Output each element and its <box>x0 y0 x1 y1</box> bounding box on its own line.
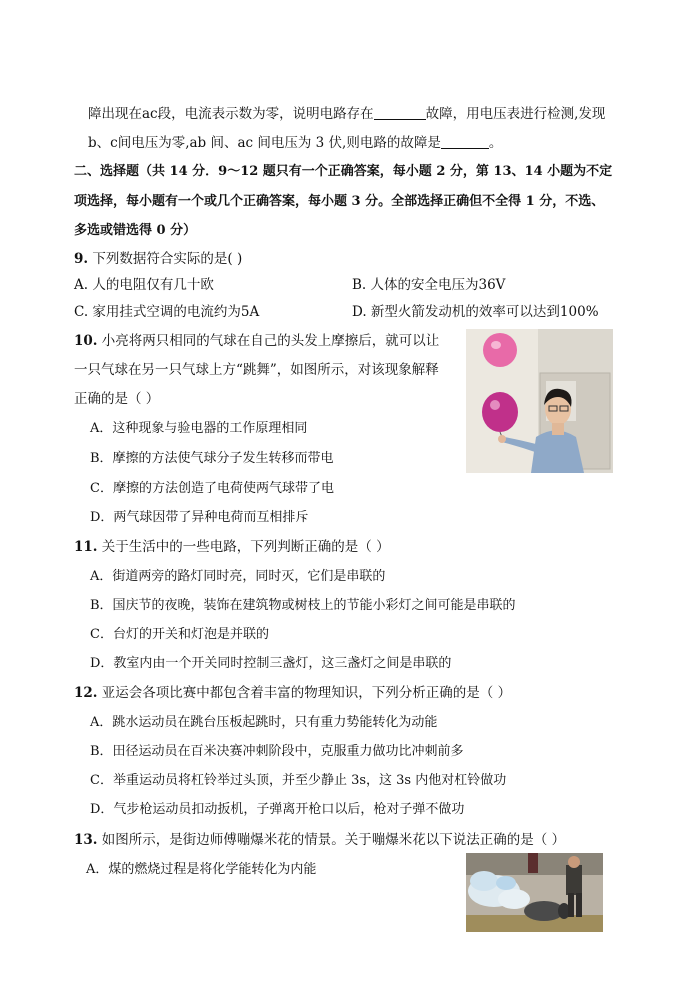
q9-number: 9. <box>74 251 89 267</box>
q9-option-c: C. 家用挂式空调的电流约为5A <box>74 304 260 320</box>
q9-option-a: A. 人的电阻仅有几十欧 <box>74 277 214 293</box>
q12-option-b: B．田径运动员在百米决赛冲刺阶段中，克服重力做功比冲刺前多 <box>90 744 464 759</box>
q11-option-c: C．台灯的开关和灯泡是并联的 <box>90 627 269 642</box>
q11-stem-text: 关于生活中的一些电路，下列判断正确的是（ ） <box>101 539 390 555</box>
q10-stem-text-1: 小亮将两只相同的气球在自己的头发上摩擦后，就可以让 <box>101 333 440 349</box>
q11-number: 11. <box>74 539 98 555</box>
q9-stem-text: 下列数据符合实际的是( ) <box>92 251 243 267</box>
balloon-photo <box>466 329 613 473</box>
intro-line-1-a: 障出现在ac段，电流表示数为零，说明电路存在 <box>88 106 374 122</box>
q13-stem <box>74 831 565 849</box>
q12-stem-text: 亚运会各项比赛中都包含着丰富的物理知识，下列分析正确的是（ ） <box>101 685 512 701</box>
intro-line-2-b: 。 <box>488 135 503 151</box>
intro-line-2 <box>88 134 502 152</box>
q9-option-d: D. 新型火箭发动机的效率可以达到100% <box>352 304 599 320</box>
intro-line-1 <box>88 105 605 123</box>
q12-option-c: C．举重运动员将杠铃举过头顶，并至少静止 3s，这 3s 内他对杠铃做功 <box>90 773 507 788</box>
section2-line-2: 项选择，每小题有一个或几个正确答案，每小题 3 分。全部选择正确但不全得 1 分，不选、 <box>74 194 605 209</box>
intro-line-1-b: 故障，用电压表进行检测,发现 <box>425 106 606 122</box>
intro-line-2-a: b、c间电压为零,ab 间、ac 间电压为 3 伏,则电路的故障是 <box>88 135 441 151</box>
q13-stem-text: 如图所示，是街边师傅嘣爆米花的情景。关于嘣爆米花以下说法正确的是（ ） <box>101 832 566 848</box>
balloon-photo-illustration <box>466 329 613 473</box>
section2-line-3: 多选或错选得 0 分） <box>74 223 197 238</box>
q12-number: 12. <box>74 685 98 701</box>
q10-option-a: A．这种现象与验电器的工作原理相同 <box>90 421 308 436</box>
answer-blank-2 <box>441 134 489 149</box>
q11-option-a: A．街道两旁的路灯同时亮，同时灭，它们是串联的 <box>90 569 386 584</box>
q10-stem-3: 正确的是（ ） <box>74 391 160 407</box>
q10-option-d: D．两气球因带了异种电荷而互相排斥 <box>90 510 309 525</box>
q11-option-d: D．教室内由一个开关同时控制三盏灯，这三盏灯之间是串联的 <box>90 656 452 671</box>
q10-option-b: B．摩擦的方法使气球分子发生转移而带电 <box>90 451 334 466</box>
q12-option-d: D．气步枪运动员扣动扳机，子弹离开枪口以后，枪对子弹不做功 <box>90 802 465 817</box>
q9-option-b: B. 人体的安全电压为36V <box>352 277 506 293</box>
q11-option-b: B．国庆节的夜晚，装饰在建筑物或树枝上的节能小彩灯之间可能是串联的 <box>90 598 516 613</box>
q10-stem-2: 一只气球在另一只气球上方“跳舞”，如图所示，对该现象解释 <box>74 362 439 378</box>
q10-stem-1 <box>74 332 439 350</box>
q13-option-a: A．煤的燃烧过程是将化学能转化为内能 <box>86 862 317 877</box>
popcorn-photo-illustration <box>466 853 603 932</box>
q10-number: 10. <box>74 333 98 349</box>
answer-blank-1 <box>374 105 426 120</box>
q12-option-a: A．跳水运动员在跳台压板起跳时，只有重力势能转化为动能 <box>90 715 438 730</box>
q9-stem <box>74 250 242 268</box>
q10-option-c: C．摩擦的方法创造了电荷使两气球带了电 <box>90 481 334 496</box>
q13-number: 13. <box>74 832 98 848</box>
q11-stem <box>74 538 390 556</box>
popcorn-photo <box>466 853 603 932</box>
section2-line-1: 二、选择题（共 14 分．9～12 题只有一个正确答案，每小题 2 分，第 13、14 小题为不定 <box>74 164 613 179</box>
q12-stem <box>74 684 511 702</box>
